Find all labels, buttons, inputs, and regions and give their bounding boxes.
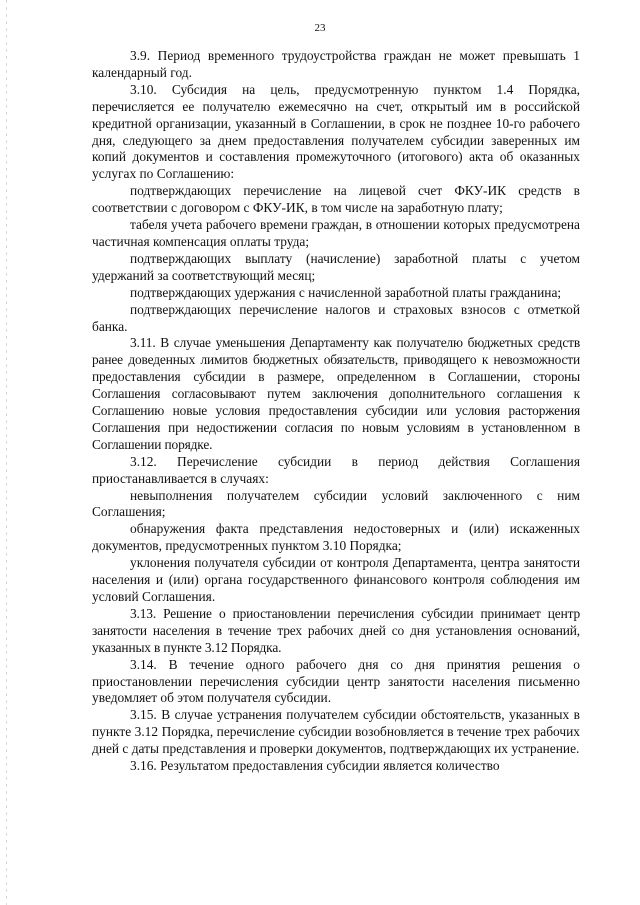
list-item-fku-transfer: подтверждающих перечисление на лицевой счет ФКУ-ИК средств в соответствии с договором с ФКУ-ИК, в том числе на заработную плату;	[92, 183, 580, 216]
list-item-non-fulfillment: невыполнения получателем субсидии условий заключенного с ним Соглашения;	[92, 487, 580, 520]
paragraph-3-10: 3.10. Субсидия на цель, предусмотренную пунктом 1.4 Порядка, перечисляется ее получателю ежемесячно на счет, открытый им в российской кредитной организации, указанный в Соглашении, в срок не позднее 10-го рабочего дня, следующего за днем предоставления получателем субсидии заверенных им копий документов и составления промежуточного (итогового) акта об оказанных услугах по Соглашению:	[92, 81, 580, 182]
paragraph-3-12: 3.12. Перечисление субсидии в период действия Соглашения приостанавливается в случаях:	[92, 453, 580, 486]
list-item-false-documents: обнаружения факта представления недостоверных и (или) искаженных документов, предусмотренных пунктом 3.10 Порядка;	[92, 521, 580, 554]
paragraph-3-16: 3.16. Результатом предоставления субсидии является количество	[130, 758, 500, 774]
paragraph-3-14: 3.14. В течение одного рабочего дня со дня принятия решения о приостановлении перечисления субсидии центр занятости населения письменно уведомляет об этом получателя субсидии.	[92, 656, 580, 706]
paragraph-3-9: 3.9. Период временного трудоустройства граждан не может превышать 1 календарный год.	[92, 48, 580, 80]
list-item-evading-control: уклонения получателя субсидии от контроля Департамента, центра занятости населения и (или) органа государственного финансового контроля соблюдения им условий Соглашения.	[92, 555, 580, 604]
list-item-timesheet: табеля учета рабочего времени граждан, в отношении которых предусмотрена частичная компенсация оплаты труда;	[92, 217, 580, 249]
paragraph-3-13: 3.13. Решение о приостановлении перечисления субсидии принимает центр занятости населения в течение трех рабочих дней со дня установления оснований, указанных в пункте 3.12 Порядка.	[92, 605, 580, 655]
paragraph-3-11: 3.11. В случае уменьшения Департаменту как получателю бюджетных средств ранее доведенных лимитов бюджетных обязательств, приводящего к невозможности предоставления субсидии в размере, определенном в Соглашении, стороны Соглашения согласовывают путем заключения дополнительного соглашения к Соглашению новые условия предоставления субсидии или условия расторжения Соглашения при недостижении согласия по новым условиям в установленном в Соглашении порядке.	[92, 335, 580, 452]
page-number: 23	[314, 22, 326, 34]
binding-margin-line	[6, 0, 7, 905]
list-item-salary-deductions: подтверждающих удержания с начисленной заработной платы гражданина;	[130, 284, 562, 300]
list-item-salary-payment: подтверждающих выплату (начисление) заработной платы с учетом удержаний за соответствующий месяц;	[92, 250, 580, 283]
document-body	[92, 48, 580, 775]
paragraph-3-15: 3.15. В случае устранения получателем субсидии обстоятельств, указанных в пункте 3.12 Порядка, перечисление субсидии возобновляется в течение трех рабочих дней с даты представления и проверки документов, подтверждающих их устранение.	[92, 707, 580, 757]
list-item-taxes-transfer: подтверждающих перечисление налогов и страховых взносов с отметкой банка.	[92, 301, 580, 334]
